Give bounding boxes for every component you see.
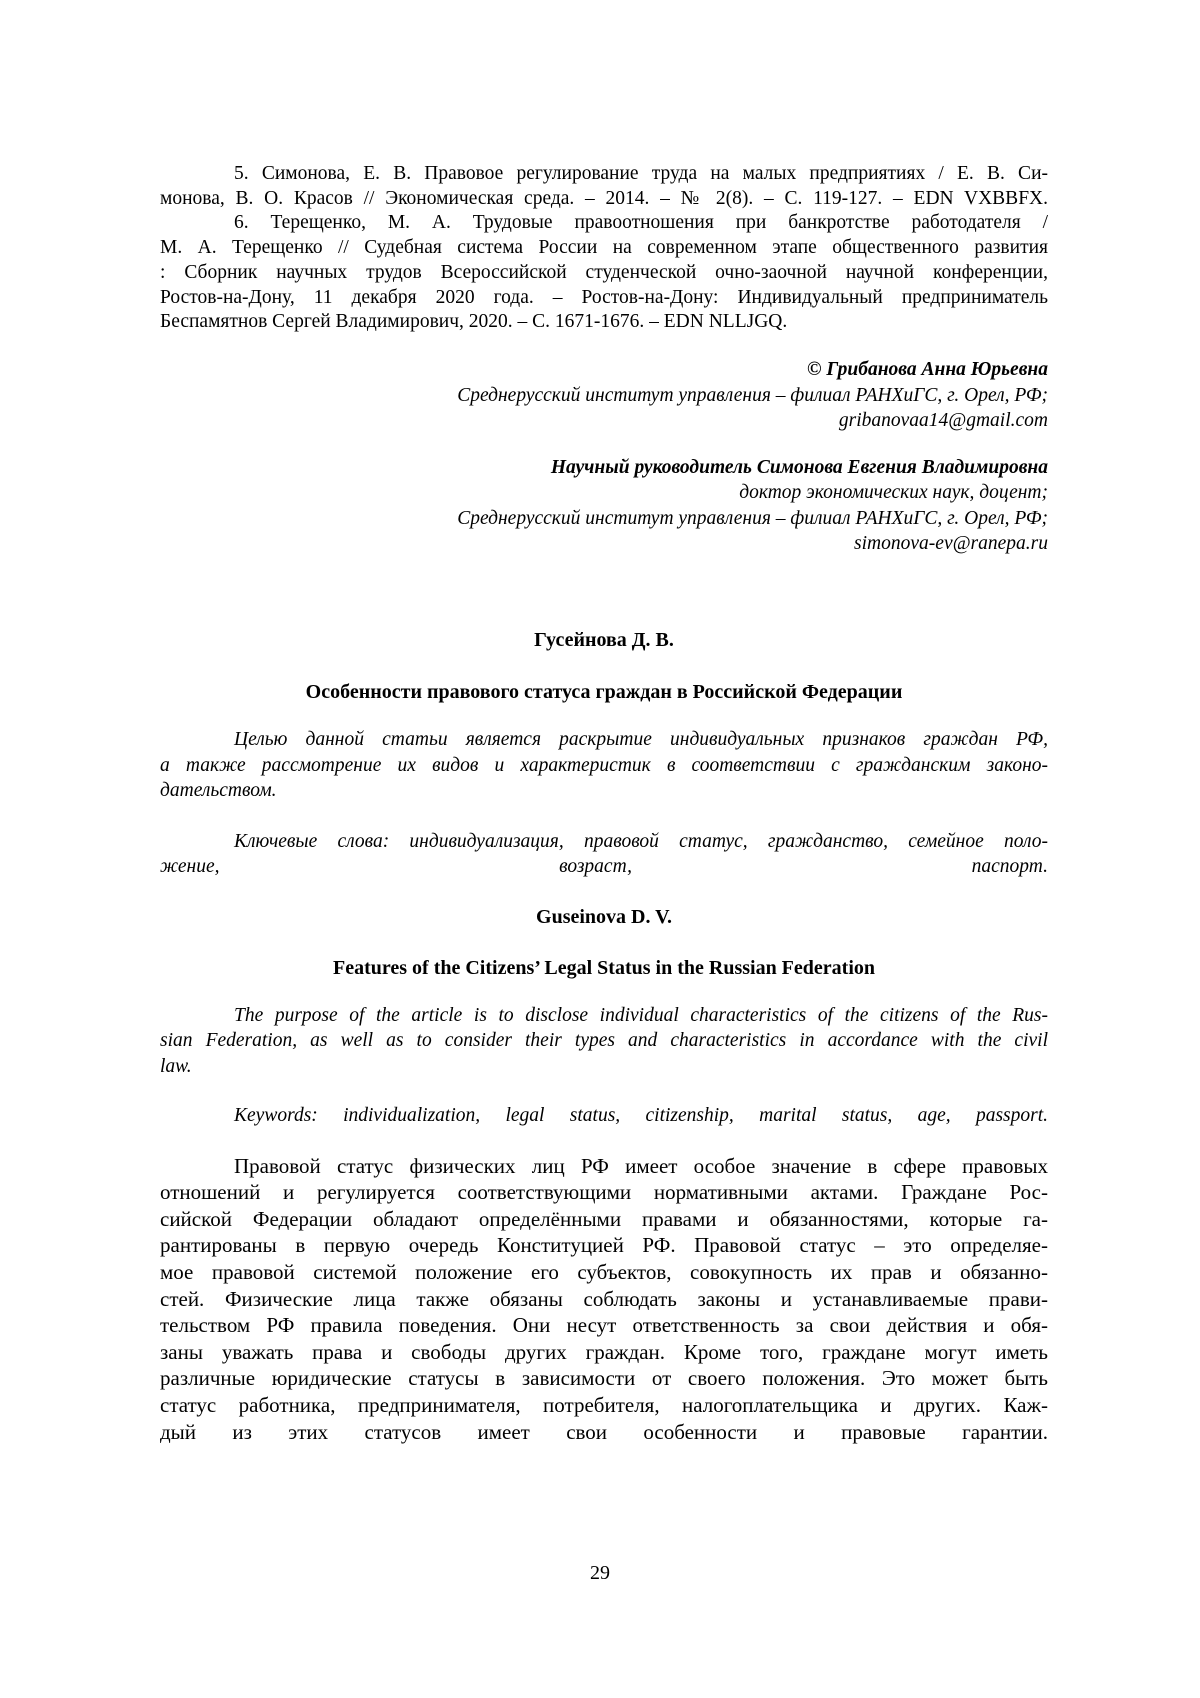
body-line: статус работника, предпринимателя, потребителя, налогоплательщика и других. Каж-	[160, 1392, 1048, 1417]
body-line: заны уважать права и свободы других граждан. Кроме того, граждане могут иметь	[160, 1339, 1048, 1364]
reference-line: Беспамятнов Сергей Владимирович, 2020. – С. 1671-1676. – EDN NLLJGQ.	[160, 311, 788, 333]
supervisor-degree: доктор экономических наук, доцент;	[739, 482, 1048, 504]
page-number: 29	[590, 1562, 610, 1584]
body-line: отношений и регулируется соответствующими нормативными актами. Граждане Рос-	[160, 1180, 1048, 1205]
body-line: рантированы в первую очередь Конституцией РФ. Правовой статус – это определяе-	[160, 1233, 1048, 1258]
abstract-en	[160, 1003, 1048, 1080]
body-text	[160, 1153, 1048, 1446]
abstract-line: дательством.	[160, 780, 277, 802]
supervisor-block	[160, 455, 1048, 557]
abstract-line: Целью данной статьи является раскрытие индивидуальных признаков граждан РФ,	[234, 729, 1048, 751]
abstract-ru	[160, 727, 1048, 804]
reference-line: : Сборник научных трудов Всероссийской студенческой очно-заочной научной конференции,	[160, 261, 1048, 283]
article-author-en: Guseinova D. V.	[536, 905, 672, 928]
reference-line: Ростов-на-Дону, 11 декабря 2020 года. – Ростов-на-Дону: Индивидуальный предприниматель	[160, 286, 1048, 308]
abstract-line: The purpose of the article is to disclose individual characteristics of the citizens of the Rus-	[234, 1004, 1048, 1026]
supervisor-affiliation: Среднерусский институт управления – филиал РАНХиГС, г. Орел, РФ;	[457, 507, 1048, 529]
body-line: Правовой статус физических лиц РФ имеет особое значение в сфере правовых	[234, 1153, 1048, 1178]
article-title-ru: Особенности правового статуса граждан в Российской Федерации	[305, 681, 903, 704]
author-email: gribanovaa14@gmail.com	[838, 410, 1048, 432]
body-line: мое правовой системой положение его субъектов, совокупность их прав и обязанно-	[160, 1259, 1048, 1284]
body-line: тельством РФ правила поведения. Они несут ответственность за свои действия и обя-	[160, 1313, 1048, 1338]
supervisor-email: simonova-ev@ranepa.ru	[854, 533, 1048, 555]
author-affiliation: Среднерусский институт управления – филиал РАНХиГС, г. Орел, РФ;	[457, 384, 1048, 406]
reference-list	[160, 162, 1048, 335]
body-line: сийской Федерации обладают определёнными правами и обязанностями, которые га-	[160, 1206, 1048, 1231]
keywords-en: Keywords: individualization, legal status, citizenship, marital status, age, passport.	[234, 1105, 1048, 1127]
author-name: © Грибанова Анна Юрьевна	[806, 358, 1048, 380]
abstract-line: law.	[160, 1055, 192, 1077]
body-line: дый из этих статусов имеет свои особенности и правовые гарантии.	[160, 1419, 1048, 1444]
abstract-line: а также рассмотрение их видов и характеристик в соответствии с гражданским законо-	[160, 754, 1048, 776]
article-author-ru: Гусейнова Д. В.	[534, 629, 674, 652]
reference-line: М. А. Терещенко // Судебная система России на современном этапе общественного развития	[160, 237, 1048, 259]
keywords-line: Ключевые слова: индивидуализация, правовой статус, гражданство, семейное поло-	[234, 830, 1048, 852]
supervisor-name: Научный руководитель Симонова Евгения Владимировна	[550, 456, 1048, 478]
keywords-ru	[160, 829, 1048, 880]
page-content	[160, 162, 1048, 1445]
keywords-line: жение, возраст, паспорт.	[160, 856, 1048, 878]
reference-line: 5. Симонова, Е. В. Правовое регулирование труда на малых предприятиях / Е. В. Си-	[234, 163, 1048, 184]
body-line: стей. Физические лица также обязаны соблюдать законы и устанавливаемые прави-	[160, 1286, 1048, 1311]
reference-line: 6. Терещенко, М. А. Трудовые правоотношения при банкротстве работодателя /	[234, 212, 1048, 234]
body-line: различные юридические статусы в зависимости от своего положения. Это может быть	[160, 1366, 1048, 1391]
reference-line: монова, В. О. Красов // Экономическая среда. – 2014. – № 2(8). – С. 119-127. – EDN VXBBFX.	[160, 187, 1048, 209]
author-block	[160, 357, 1048, 434]
abstract-line: sian Federation, as well as to consider their types and characteristics in accordance with the civil	[160, 1030, 1048, 1052]
article-title-en: Features of the Citizens’ Legal Status in the Russian Federation	[332, 956, 875, 979]
